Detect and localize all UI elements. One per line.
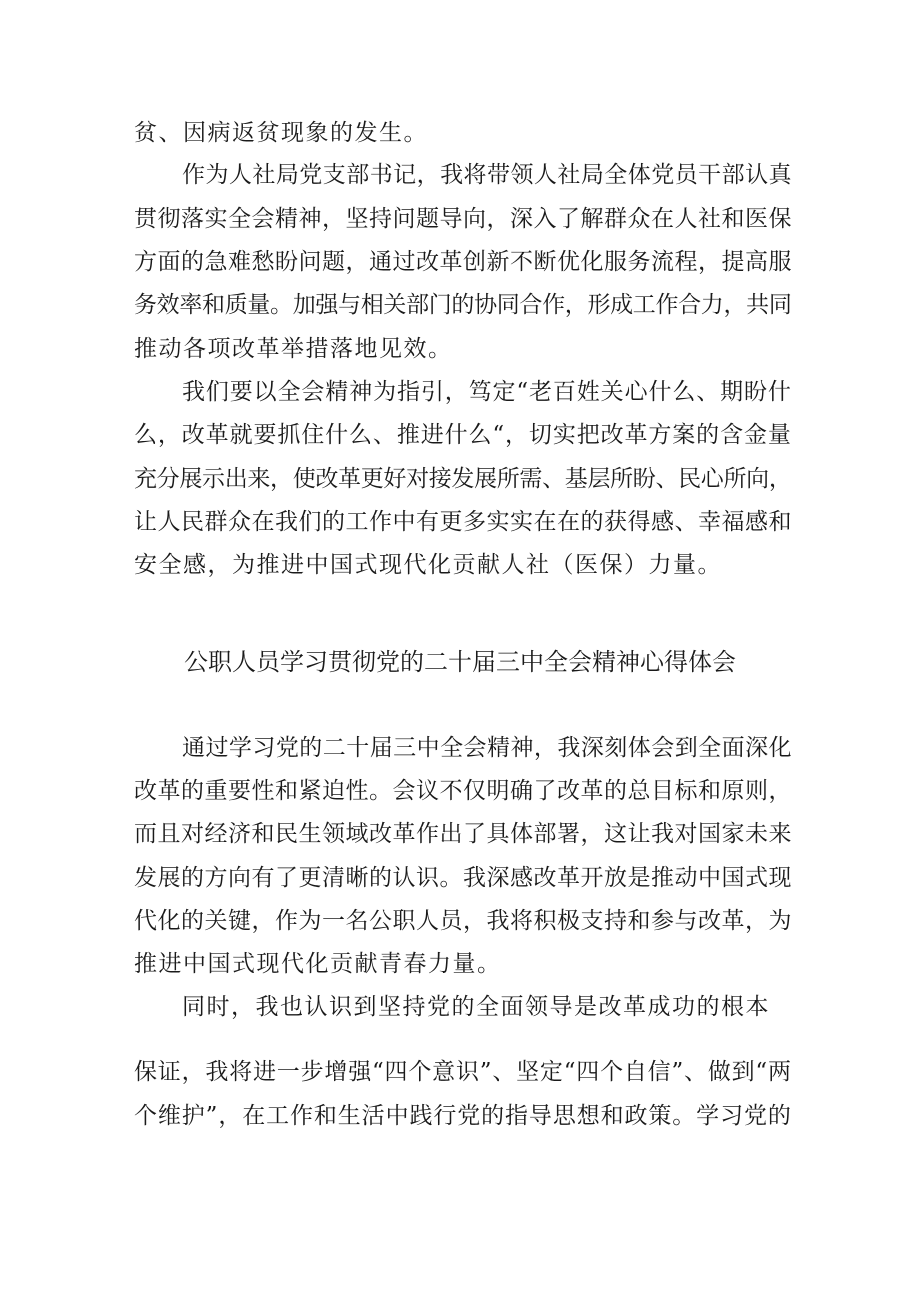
paragraph-line: 么，改革就要抓住什么、推进什么“，切实把改革方案的含金量 — [134, 422, 792, 448]
paragraph-line: 通过学习党的二十届三中全会精神，我深刻体会到全面深化 — [182, 735, 792, 761]
paragraph-line: 代化的关键，作为一名公职人员，我将积极支持和参与改革，为 — [134, 908, 792, 934]
paragraph-line: 个维护”，在工作和生活中践行党的指导思想和政策。学习党的 — [134, 1103, 792, 1129]
paragraph-line: 我们要以全会精神为指引，笃定“老百姓关心什么、期盼什 — [182, 379, 792, 405]
paragraph-line: 贫、因病返贫现象的发生。 — [134, 120, 428, 146]
paragraph-line: 作为人社局党支部书记，我将带领人社局全体党员干部认真 — [182, 162, 792, 188]
paragraph-line: 改革的重要性和紧迫性。会议不仅明确了改革的总目标和原则， — [134, 778, 792, 804]
paragraph-line: 贯彻落实全会精神，坚持问题导向，深入了解群众在人社和医保 — [134, 206, 792, 232]
paragraph-line: 同时，我也认识到坚持党的全面领导是改革成功的根本 — [182, 994, 770, 1020]
paragraph-line: 方面的急难愁盼问题，通过改革创新不断优化服务流程，提高服 — [134, 249, 792, 275]
paragraph-line: 安全感，为推进中国式现代化贡献人社（医保）力量。 — [134, 552, 722, 578]
paragraph-line: 发展的方向有了更清晰的认识。我深感改革开放是推动中国式现 — [134, 865, 792, 891]
paragraph-line: 推进中国式现代化贡献青春力量。 — [134, 951, 502, 977]
paragraph-line: 让人民群众在我们的工作中有更多实实在在的获得感、幸福感和 — [134, 509, 792, 535]
article-heading: 公职人员学习贯彻党的二十届三中全会精神心得体会 — [184, 648, 736, 676]
paragraph-line: 保证，我将进一步增强“四个意识”、坚定“四个自信”、做到“两 — [134, 1059, 792, 1085]
paragraph-line: 充分展示出来，使改革更好对接发展所需、基层所盼、民心所向， — [134, 466, 792, 492]
paragraph-line: 推动各项改革举措落地见效。 — [134, 336, 453, 362]
paragraph-line: 务效率和质量。加强与相关部门的协同合作，形成工作合力，共同 — [134, 292, 792, 318]
paragraph-line: 而且对经济和民生领域改革作出了具体部署，这让我对国家未来 — [134, 821, 792, 847]
